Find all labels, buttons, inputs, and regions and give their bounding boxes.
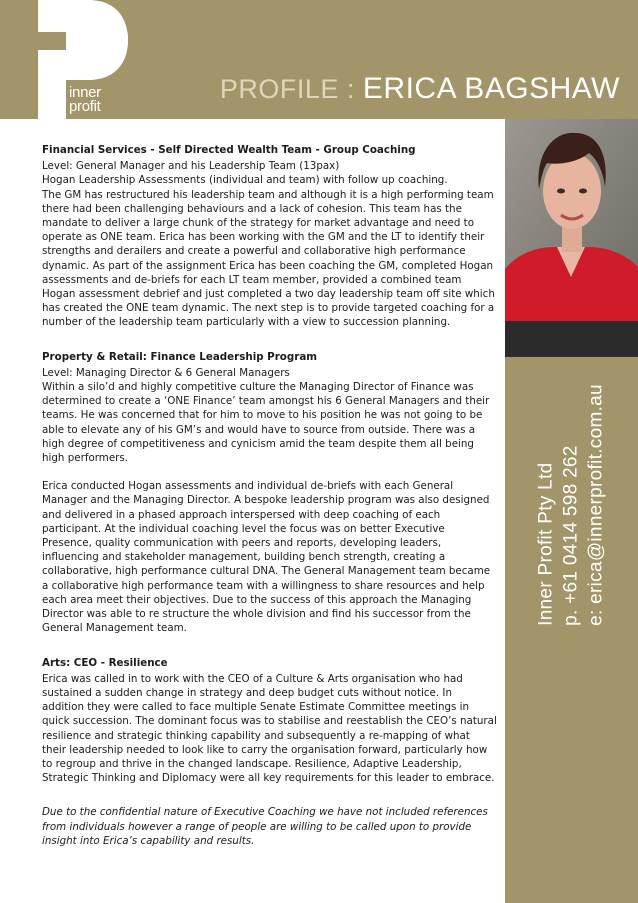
logo-wordmark [69, 86, 101, 114]
section-heading: Arts: CEO - Resilience [42, 656, 168, 669]
section-arts-ceo [42, 656, 497, 786]
section-financial-services [42, 143, 497, 330]
logo-line-inner: inner [69, 84, 101, 101]
phone-number: p. +61 0414 598 262 [560, 445, 582, 626]
section-level: Level: Managing Director & 6 General Managers [42, 366, 290, 379]
section-paragraph: Within a silo’d and highly competitive culture the Managing Director of Finance was determined to create a ‘ONE Finance’ team amongst his 6 General Managers and their teams. He was concerned that for him to move to his position he was not going to be able to elevate any of his GM’s and would have to source from outside. There was a high degree of competitiveness and cynicism amid the team despite them all being high performers. [42, 381, 490, 465]
section-paragraph: The GM has restructured his leadership team and although it is a high performing team there had been challenging behaviours and a lack of cohesion. This team has the mandate to deliver a large chunk of the strategy for market advantage and need to operate as ONE team. Erica has been working with the GM and the LT to identify their strengths and derailers and create a powerful and collaborative high performance dynamic. As part of the assignment Erica has been coaching the GM, completed Hogan assessments and de-briefs for each LT team member, provided a combined team Hogan assessment debrief and just completed a two day leadership team off site which has created the ONE team dynamic. The next step is to provide targeted coaching for a number of the leadership team particularly with a view to succession planning. [42, 188, 495, 329]
main-content [42, 143, 497, 848]
logo-line-profit: profit [69, 98, 101, 115]
section-heading: Financial Services - Self Directed Wealth Team - Group Coaching [42, 144, 416, 156]
section-property-retail [42, 350, 497, 636]
section-paragraph: Erica conducted Hogan assessments and individual de-briefs with each General Manager and the Managing Director. A bespoke leadership program was also designed and delivered in a phased approach interspersed with deep coaching of each participant. At the individual coaching level the focus was on better Executive Presence, quality communication with peers and reports, developing leaders, influencing and stakeholder management, building bench strength, creating a collaborative, high performance cultural DNA. The General Management team became a collaborative high performance team with a willingness to share resources and help each area meet their objectives. Due to the success of this approach the Managing Director was able to re structure the whole division and find his successor from the General Management team. [42, 480, 491, 635]
profile-photo [505, 119, 638, 321]
page-title [220, 72, 620, 106]
portrait-image [505, 119, 638, 321]
section-heading: Property & Retail: Finance Leadership Program [42, 350, 317, 363]
section-paragraph: Erica was called in to work with the CEO of a Culture & Arts organisation who had sustained a sudden change in strategy and deep budget cuts without notice. In addition they were called to face multiple Senate Estimate Committee meetings in quick succession. The dominant focus was to stabilise and reestablish the CEO’s natural resilience and strategic thinking capability and subsequently a re-mapping of what their leadership needed to look like to carry the organisation forward, particularly how to regroup and thrive in the changed landscape. Resilience, Adaptive Leadership, Strategic Thinking and Diplomacy were all key requirements for this leader to embrace. [42, 672, 497, 785]
title-name: ERICA BAGSHAW [362, 72, 620, 105]
header-banner [0, 0, 638, 119]
photo-dark-band [505, 321, 638, 357]
section-paragraph: Hogan Leadership Assessments (individual and team) with follow up coaching. [42, 174, 448, 187]
company-name: Inner Profit Pty Ltd [535, 462, 557, 626]
contact-details [534, 384, 609, 626]
section-level: Level: General Manager and his Leadership Team (13pax) [42, 160, 340, 173]
title-prefix: PROFILE : [219, 74, 363, 104]
confidentiality-footnote: Due to the confidential nature of Executive Coaching we have not included references from individuals however a range of people are willing to be called upon to provide insight into Erica’s capability and results. [42, 806, 488, 847]
email-address[interactable]: e: erica@innerprofit.com.au [585, 384, 607, 626]
